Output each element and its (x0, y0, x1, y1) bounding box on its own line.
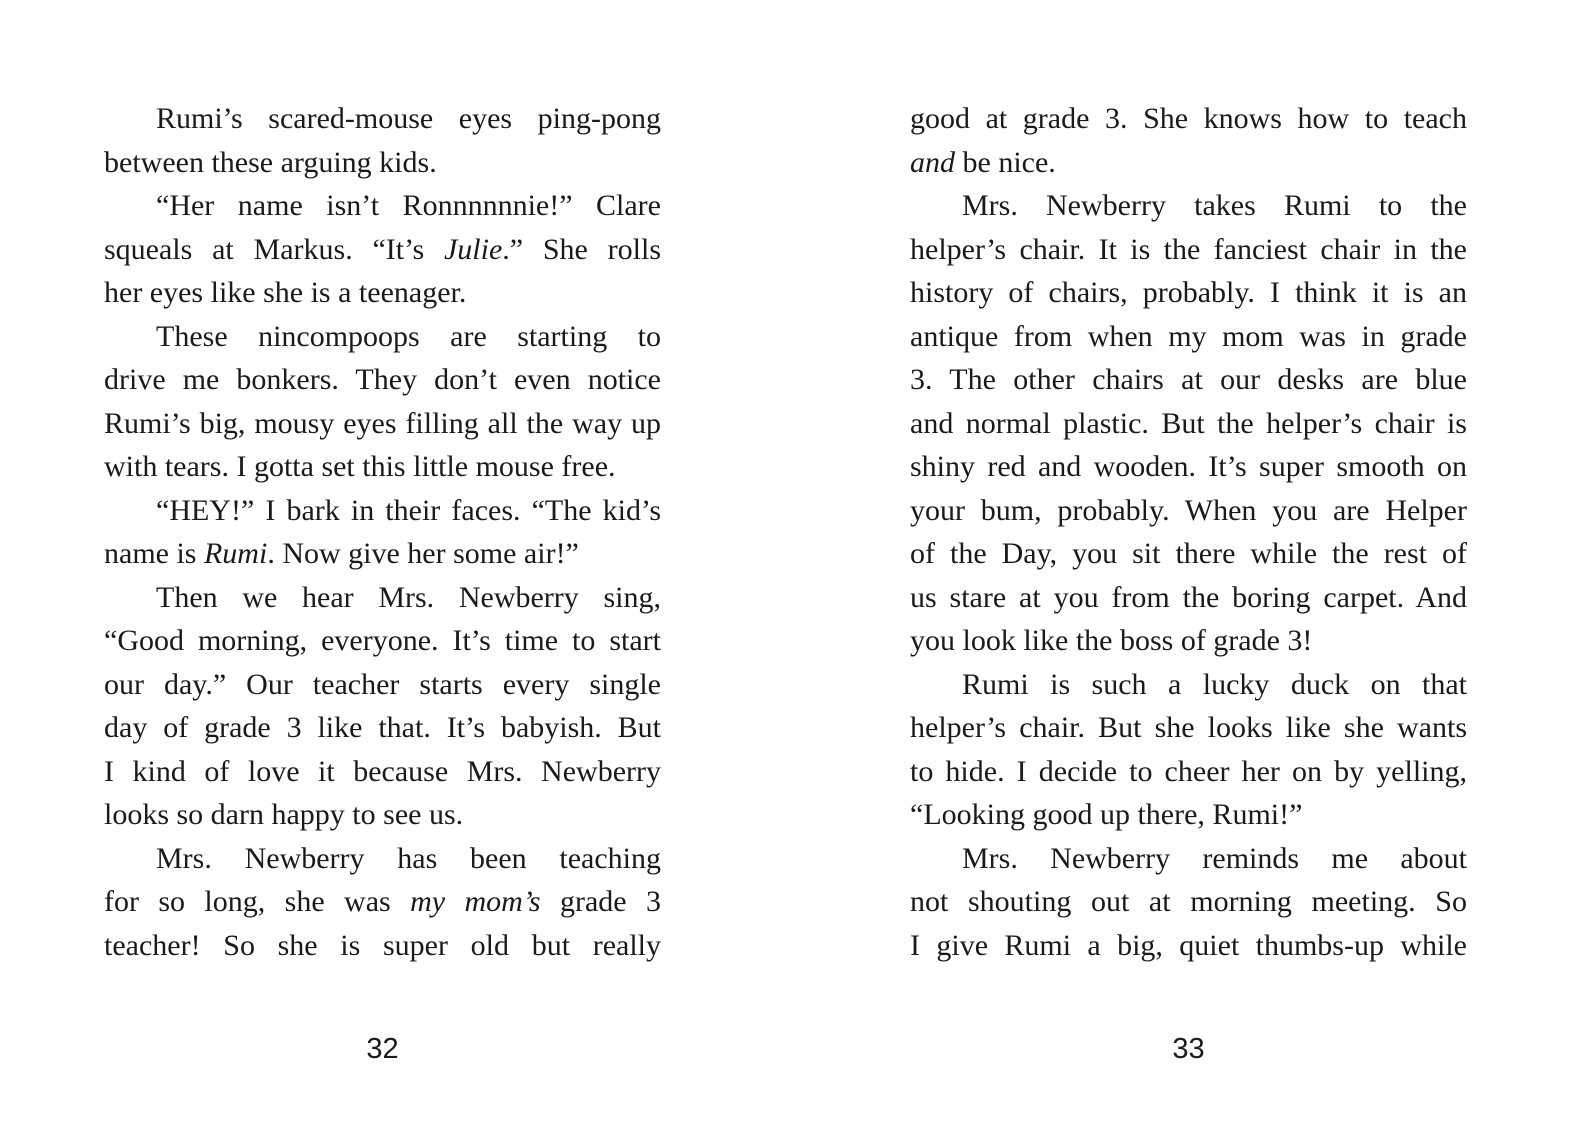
text-line: “HEY!” I bark in their faces. “The kid’s (156, 493, 661, 527)
text-line: us stare at you from the boring carpet. And (910, 580, 1467, 614)
text-line: Rumi’s big, mousy eyes filling all the way up (104, 406, 661, 440)
text-line: helper’s chair. It is the fanciest chair in the (910, 232, 1467, 266)
text-line: teacher! So she is super old but really (104, 928, 661, 962)
text-line: our day.” Our teacher starts every single (104, 667, 661, 701)
text-line: drive me bonkers. They don’t even notice (104, 363, 661, 396)
page-number: 32 (366, 1033, 399, 1065)
text-line: shiny red and wooden. It’s super smooth on (910, 450, 1467, 483)
text-line: day of grade 3 like that. It’s babyish. But (104, 711, 661, 744)
text-line: helper’s chair. But she looks like she wants (910, 711, 1467, 744)
text-line: antique from when my mom was in grade (910, 319, 1467, 353)
text-line: Mrs. Newberry reminds me about (962, 841, 1467, 875)
text-line: Rumi’s scared-mouse eyes ping-pong (156, 102, 661, 135)
text-line: between these arguing kids. (104, 145, 437, 179)
text-line: I give Rumi a big, quiet thumbs-up while (910, 928, 1467, 962)
text-line: not shouting out at morning meeting. So (910, 885, 1467, 918)
text-line: good at grade 3. She knows how to teach (910, 102, 1467, 135)
text-line: “Good morning, everyone. It’s time to start (104, 624, 661, 657)
text-line: you look like the boss of grade 3! (910, 624, 1313, 657)
text-line: of the Day, you sit there while the rest of (910, 537, 1467, 570)
text-line: and normal plastic. But the helper’s chair is (910, 406, 1467, 440)
text-line: with tears. I gotta set this little mouse free. (104, 450, 616, 483)
text-line: history of chairs, probably. I think it is an (910, 276, 1467, 309)
text-line: and be nice. (910, 145, 1056, 179)
text-line: name is Rumi. Now give her some air!” (104, 537, 579, 570)
page-number: 33 (1172, 1033, 1205, 1065)
text-line: looks so darn happy to see us. (104, 798, 464, 831)
text-line: Mrs. Newberry takes Rumi to the (962, 189, 1467, 222)
text-line: Then we hear Mrs. Newberry sing, (156, 580, 661, 614)
text-line: These nincompoops are starting to (156, 319, 661, 353)
text-line: squeals at Markus. “It’s Julie.” She rolls (104, 232, 661, 266)
text-line: your bum, probably. When you are Helper (910, 493, 1467, 527)
text-line: Mrs. Newberry has been teaching (156, 841, 661, 875)
text-line: “Looking good up there, Rumi!” (910, 798, 1303, 831)
text-column (910, 97, 1467, 967)
text-line: “Her name isn’t Ronnnnnnie!” Clare (156, 189, 661, 222)
text-line: her eyes like she is a teenager. (104, 276, 467, 309)
text-line: Rumi is such a lucky duck on that (962, 667, 1467, 701)
text-line: 3. The other chairs at our desks are blue (910, 363, 1467, 396)
page-right (910, 0, 1467, 1144)
page-left (104, 0, 661, 1144)
text-line: for so long, she was my mom’s grade 3 (104, 885, 661, 918)
text-line: I kind of love it because Mrs. Newberry (104, 754, 661, 788)
text-column (104, 97, 661, 967)
text-line: to hide. I decide to cheer her on by yelling, (910, 754, 1467, 788)
